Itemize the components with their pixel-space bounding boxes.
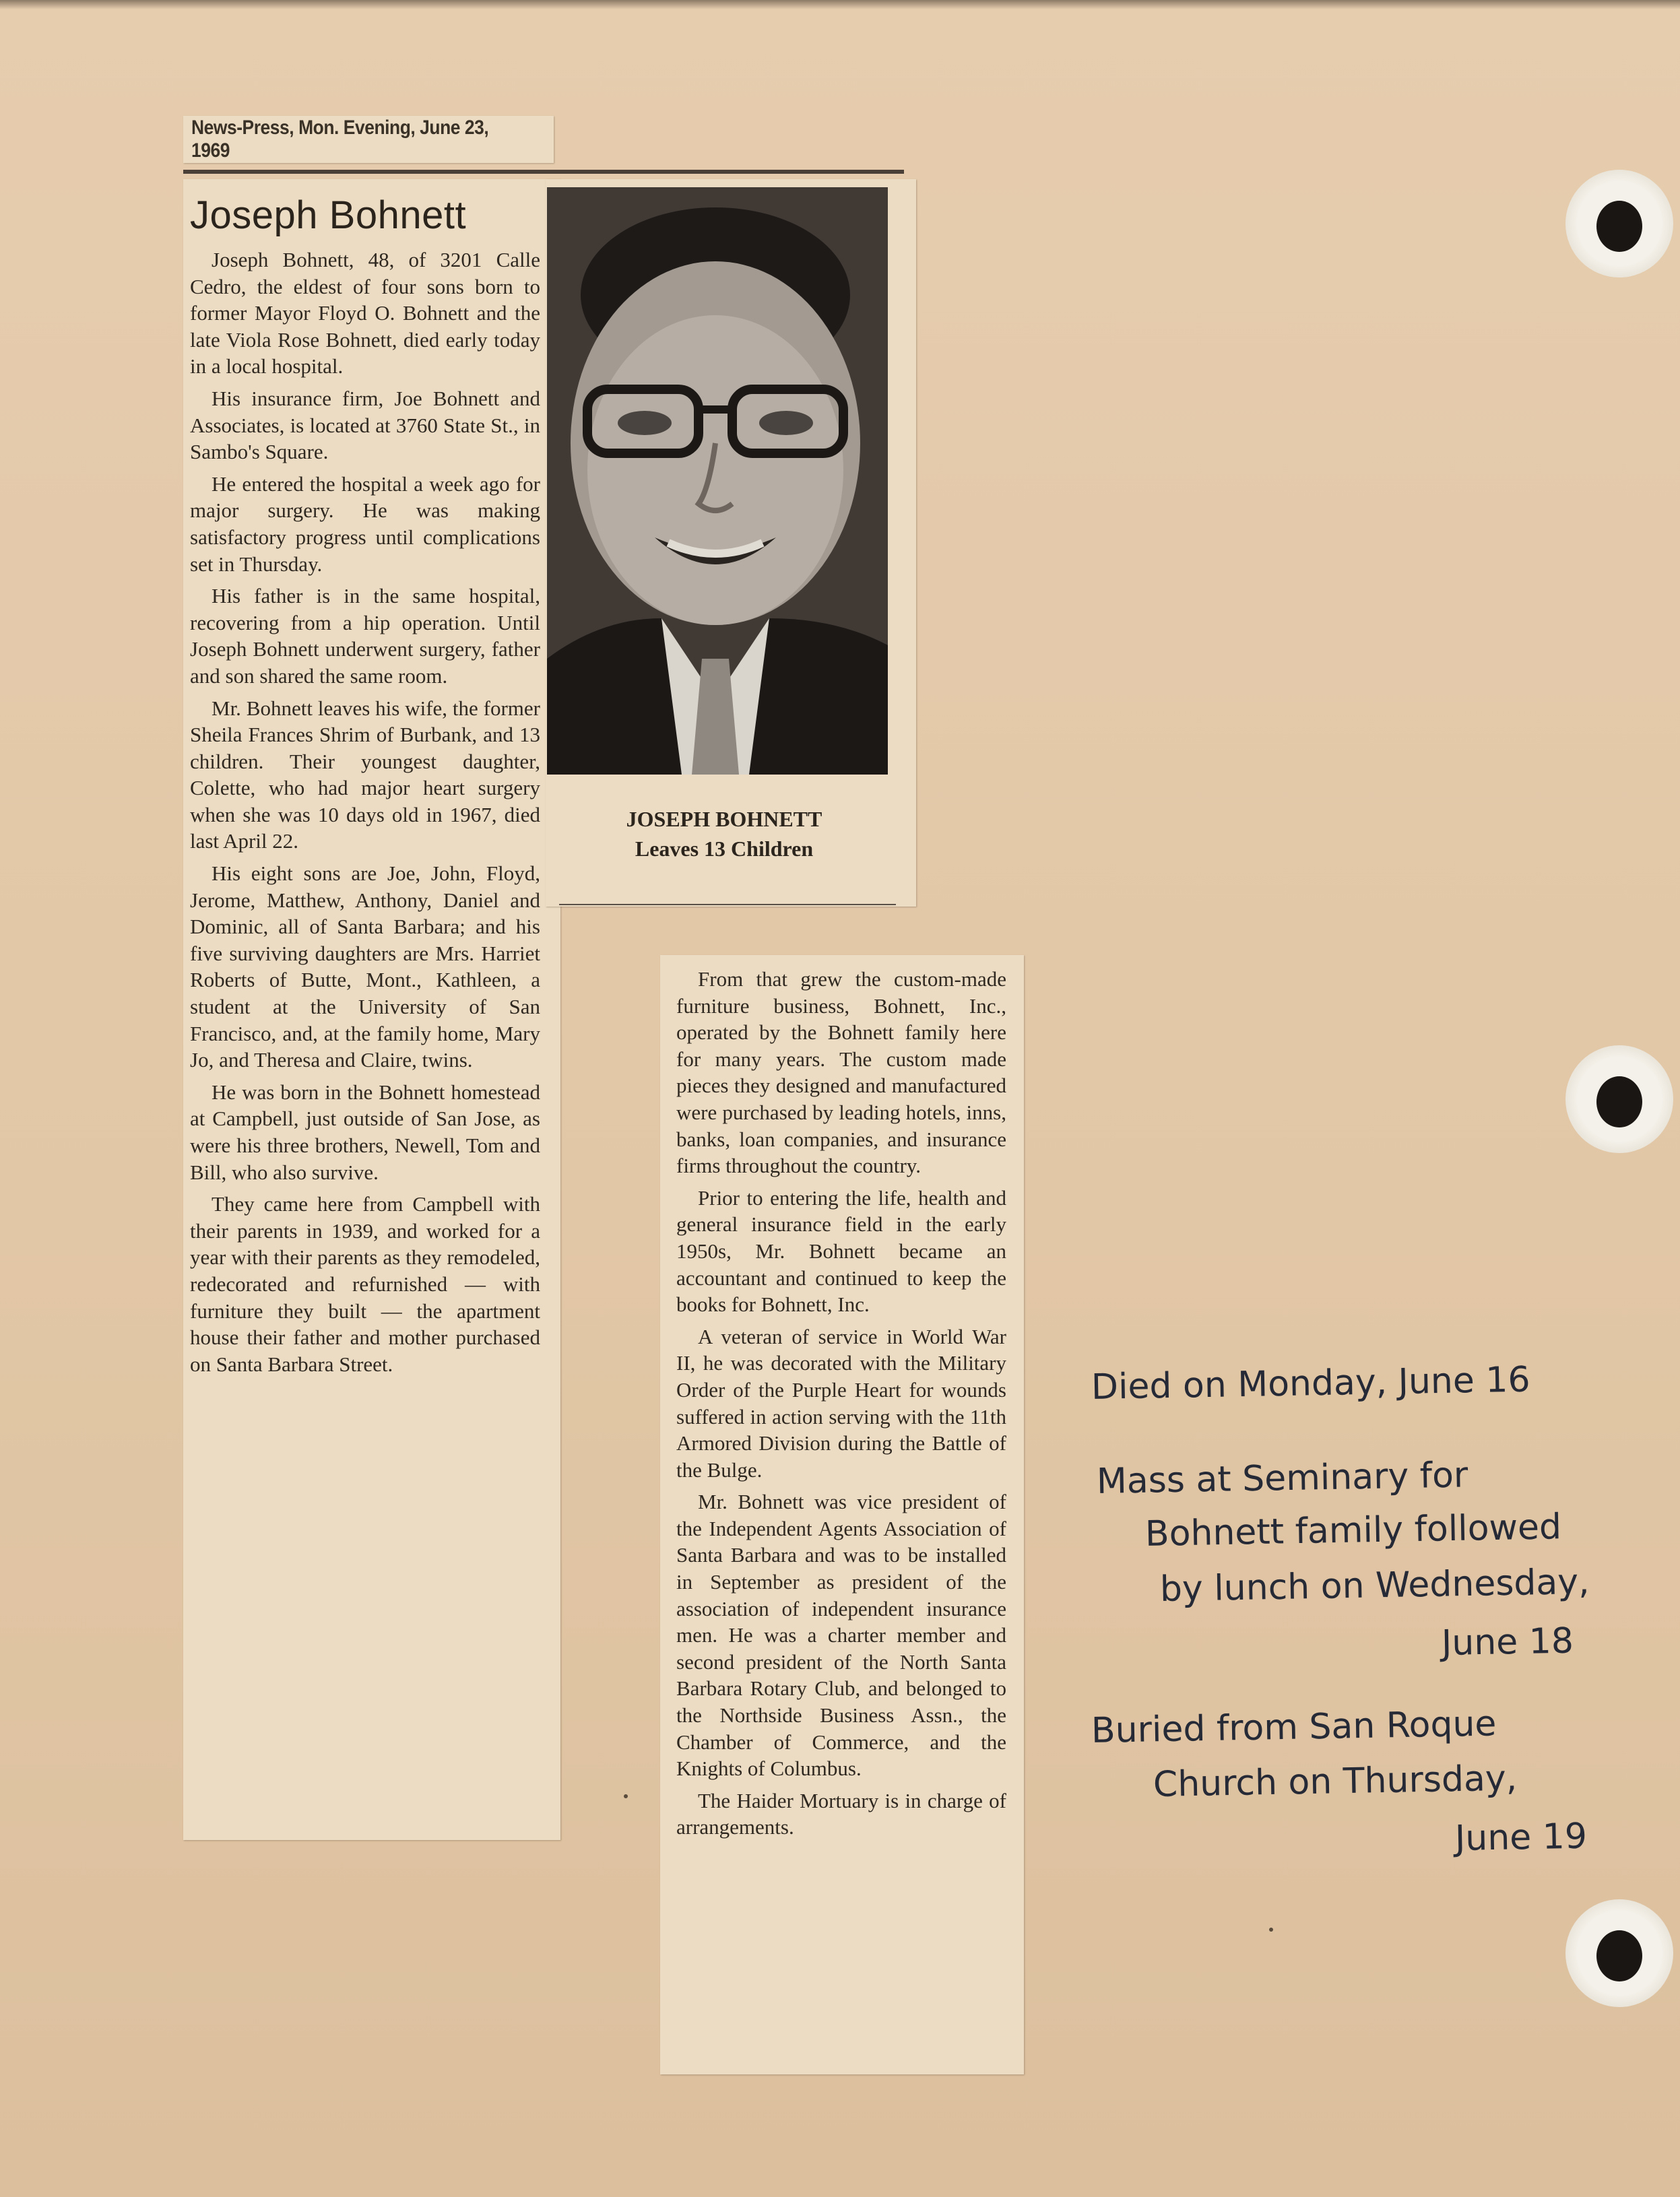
paragraph: Mr. Bohnett was vice president of the Independent Agents Association of Santa Barbara and was to be installed in September as president of the association of independent insurance men. He was a charter member and second president of the North Santa Barbara Rotary Club, and belonged to the Northside Business Assn., the Chamber of Commerce, and the Knights of Columbus. [676, 1490, 1006, 1781]
portrait-photo [547, 187, 888, 775]
caption-rule [559, 904, 896, 905]
paragraph: They came here from Campbell with their parents in 1939, and worked for a year with their parents as they remodeled, redecorated and refurnished — with furniture they built — the apartment house their father and mother purchased on Santa Barbara Street. [190, 1192, 540, 1376]
handwritten-note-died: Died on Monday, June 16 [1091, 1359, 1531, 1408]
obituary-column-clipping [183, 179, 560, 1840]
photo-clipping [546, 179, 916, 907]
paragraph: He entered the hospital a week ago for major surgery. He was making satisfactory progress until complications set in Thursday. [190, 471, 540, 576]
paragraph: Prior to entering the life, health and general insurance field in the early 1950s, Mr. Bohnett became an accountant and continued to keep the books for Bohnett, Inc. [676, 1185, 1006, 1317]
paper-speck [624, 1794, 628, 1798]
paragraph: Joseph Bohnett, 48, of 3201 Calle Cedro, the eldest of four sons born to former Mayor Floyd O. Bohnett and the late Viola Rose Bohnett, died early today in a local hospital. [190, 248, 540, 379]
paragraph: A veteran of service in World War II, he was decorated with the Military Order of the Purple Heart for wounds suffered in action serving with the 11th Armored Division during the Battle of the Bulge. [676, 1324, 1006, 1482]
obituary-column-2 [676, 966, 1006, 1846]
photo-caption [546, 804, 903, 863]
binder-hole [1565, 170, 1673, 277]
handwritten-note-mass: June 18 [1441, 1620, 1574, 1664]
caption-name: JOSEPH BOHNETT [626, 807, 822, 831]
dateline: News-Press, Mon. Evening, June 23, 1969 [191, 117, 489, 162]
handwritten-note-mass: Bohnett family followed [1144, 1507, 1562, 1554]
obituary-column-1 [190, 247, 540, 1383]
paragraph: From that grew the custom-made furniture business, Bohnett, Inc., operated by the Bohnett family here for many years. The custom made pieces they designed and manufactured were purchased by leading hotels, inns, banks, loan companies, and insurance firms throughout the country. [676, 967, 1006, 1178]
handwritten-note-mass: Mass at Seminary for [1096, 1455, 1468, 1502]
handwritten-note-mass: by lunch on Wednesday, [1159, 1561, 1590, 1610]
paragraph: Mr. Bohnett leaves his wife, the former Sheila Frances Shrim of Burbank, and 13 children. Their youngest daughter, Colette, who had major heart surgery when she was 10 days old in 1967, died last April 22. [190, 696, 540, 853]
paragraph: The Haider Mortuary is in charge of arrangements. [676, 1788, 1006, 1839]
obituary-headline: Joseph Bohnett [190, 193, 467, 237]
handwritten-note-buried: Church on Thursday, [1153, 1758, 1518, 1805]
paragraph: His insurance firm, Joe Bohnett and Associates, is located at 3760 State St., in Sambo's Square. [190, 386, 540, 464]
paragraph: He was born in the Bohnett homestead at Campbell, just outside of San Jose, as were his three brothers, Newell, Tom and Bill, who also survive. [190, 1080, 540, 1184]
paragraph: His father is in the same hospital, recovering from a hip operation. Until Joseph Bohnett underwent surgery, father and son shared the same room. [190, 584, 540, 688]
page-top-edge [0, 0, 1680, 9]
handwritten-note-buried: Buried from San Roque [1091, 1703, 1497, 1751]
caption-subtitle: Leaves 13 Children [635, 837, 814, 861]
dateline-clipping [183, 116, 554, 163]
binder-hole [1565, 1045, 1673, 1153]
handwritten-note-buried: June 19 [1454, 1816, 1588, 1859]
paragraph: His eight sons are Joe, John, Floyd, Jerome, Matthew, Anthony, Daniel and Dominic, all of Santa Barbara; and his five surviving daughters are Mrs. Harriet Roberts of Butte, Mont., Kathleen, a student at the University of San Francisco, and, at the family home, Mary Jo, and Theresa and Claire, twins. [190, 861, 540, 1072]
dateline-rule [183, 170, 904, 174]
portrait-image [547, 187, 888, 775]
binder-hole [1565, 1899, 1673, 2007]
obituary-continuation-clipping [660, 955, 1024, 2074]
paper-speck [1269, 1928, 1273, 1932]
